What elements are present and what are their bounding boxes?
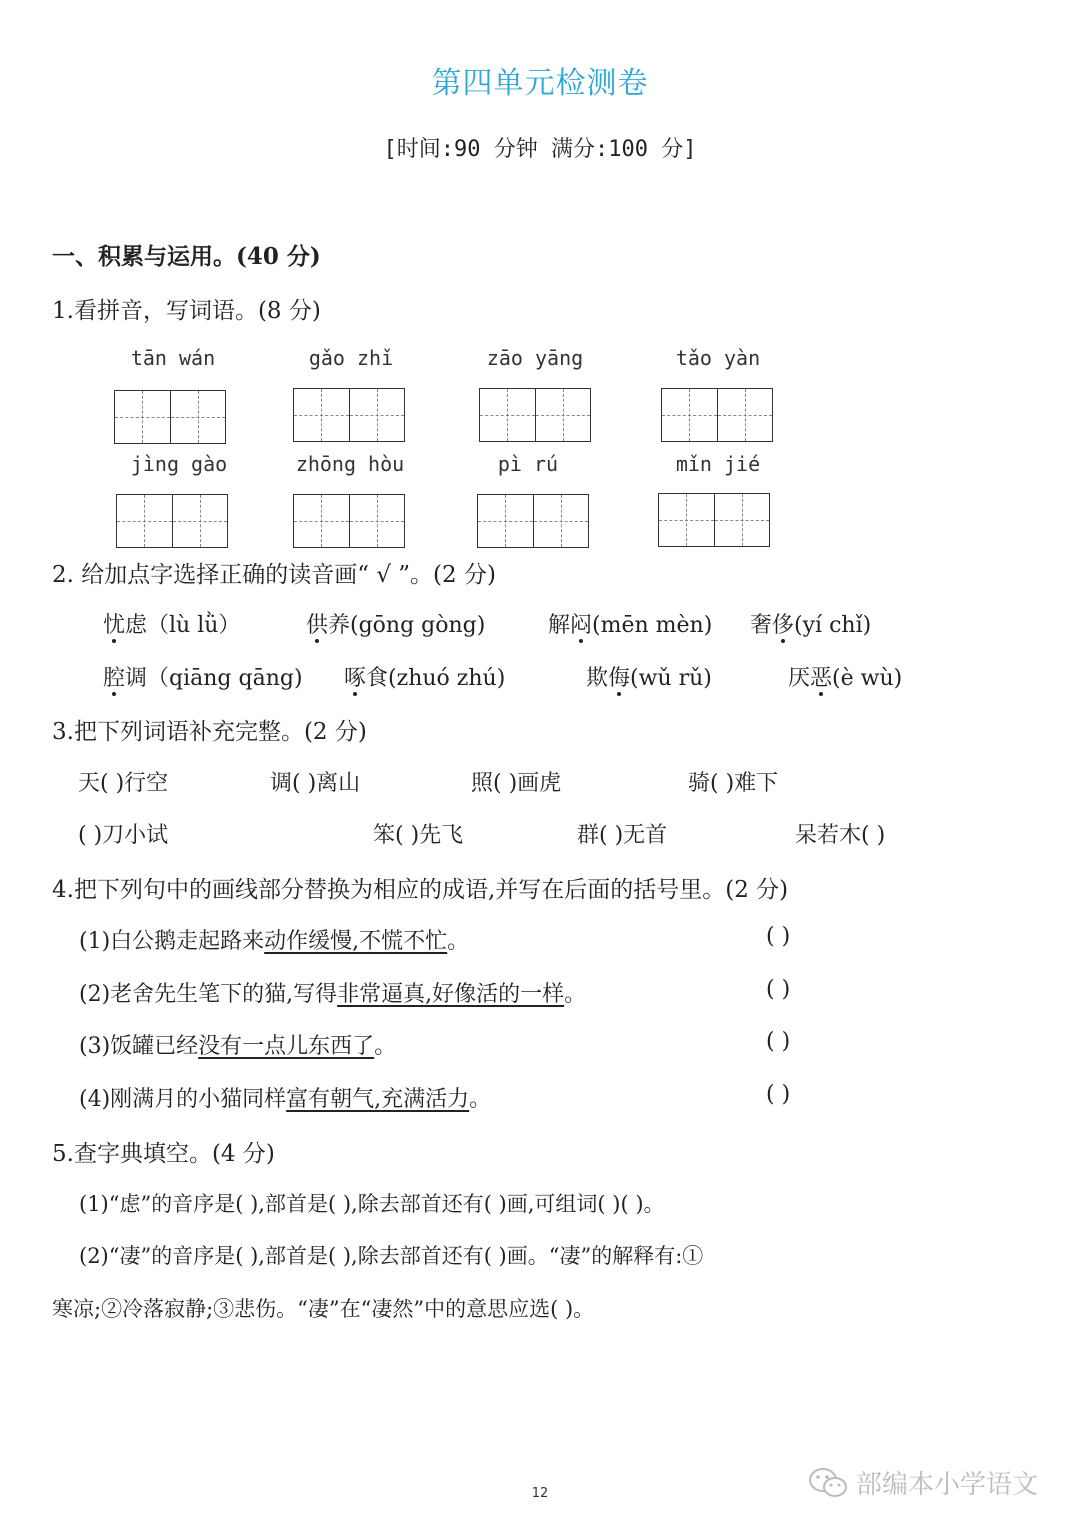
dictionary-line[interactable]: 寒凉;②冷落寂静;③悲伤。“凄”在“凄然”中的意思应选( )。 xyxy=(52,1297,595,1321)
answer-blank[interactable]: ( ) xyxy=(766,977,791,1002)
answer-blank[interactable]: ( ) xyxy=(766,1082,791,1107)
writing-grid[interactable] xyxy=(114,390,226,444)
question-3-label: 3.把下列词语补充完整。(2 分) xyxy=(52,719,367,745)
idiom-blank[interactable]: 天( )行空 xyxy=(78,771,169,796)
pinyin: tān wán xyxy=(130,346,216,370)
idiom-blank[interactable]: 群( )无首 xyxy=(577,823,668,848)
idiom-blank[interactable]: ( )刀小试 xyxy=(78,823,169,848)
watermark xyxy=(808,1464,1038,1501)
pinyin: tǎo yàn xyxy=(675,346,761,370)
pinyin: zhōng hòu xyxy=(295,452,405,476)
writing-grid[interactable] xyxy=(479,388,591,442)
section-heading: 一、积累与运用。(40 分) xyxy=(52,243,321,270)
page-number: 12 xyxy=(531,1486,549,1501)
idiom-blank[interactable]: 呆若木( ) xyxy=(795,823,886,848)
pronunciation-item[interactable]: 忧虑（lù lǜ） xyxy=(103,613,241,638)
pinyin: gǎo zhǐ xyxy=(308,346,394,370)
writing-grid[interactable] xyxy=(293,388,405,442)
idiom-blank[interactable]: 骑( )难下 xyxy=(688,771,779,796)
pronunciation-item[interactable]: 解闷(mēn mèn) xyxy=(548,613,713,638)
pinyin: jìng gào xyxy=(130,452,228,476)
wechat-icon xyxy=(808,1466,848,1500)
dictionary-line[interactable]: (1)“虑”的音序是( ),部首是( ),除去部首还有( )画,可组词( )( )。 xyxy=(79,1192,665,1216)
pronunciation-item[interactable]: 啄食(zhuó zhú) xyxy=(344,666,506,691)
pinyin: zāo yāng xyxy=(486,346,584,370)
writing-grid[interactable] xyxy=(658,493,770,547)
sentence-item: (2)老舍先生笔下的猫,写得非常逼真,好像活的一样。 xyxy=(79,982,587,1007)
writing-grid[interactable] xyxy=(116,494,228,548)
pronunciation-item[interactable]: 奢侈(yí chǐ) xyxy=(750,613,872,638)
pronunciation-item[interactable]: 供养(gōng gòng) xyxy=(306,613,486,638)
pronunciation-item[interactable]: 腔调（qiāng qāng) xyxy=(103,666,303,691)
exam-info: [时间:90 分钟 满分:100 分] xyxy=(383,137,697,162)
pinyin: pì rú xyxy=(497,452,559,476)
page-title: 第四单元检测卷 xyxy=(431,66,649,101)
watermark-text: 部编本小学语文 xyxy=(856,1470,1039,1500)
idiom-blank[interactable]: 调( )离山 xyxy=(270,771,361,796)
sentence-item: (3)饭罐已经没有一点儿东西了。 xyxy=(79,1034,397,1059)
question-4-label: 4.把下列句中的画线部分替换为相应的成语,并写在后面的括号里。(2 分) xyxy=(52,877,789,903)
sentence-item: (4)刚满月的小猫同样富有朝气,充满活力。 xyxy=(79,1087,492,1112)
idiom-blank[interactable]: 照( )画虎 xyxy=(471,771,562,796)
writing-grid[interactable] xyxy=(661,388,773,442)
question-2-label: 2. 给加点字选择正确的读音画“ √ ”。(2 分) xyxy=(52,562,496,588)
writing-grid[interactable] xyxy=(477,494,589,548)
answer-blank[interactable]: ( ) xyxy=(766,924,791,949)
question-1-label: 1.看拼音，写词语。(8 分) xyxy=(52,298,321,324)
answer-blank[interactable]: ( ) xyxy=(766,1029,791,1054)
sentence-item: (1)白公鹅走起路来动作缓慢,不慌不忙。 xyxy=(79,929,470,954)
pronunciation-item[interactable]: 欺侮(wǔ rǔ) xyxy=(586,666,712,691)
pronunciation-item[interactable]: 厌恶(è wù) xyxy=(788,666,903,691)
pinyin: mǐn jié xyxy=(675,452,761,476)
idiom-blank[interactable]: 笨( )先飞 xyxy=(373,823,464,848)
dictionary-line[interactable]: (2)“凄”的音序是( ),部首是( ),除去部首还有( )画。“凄”的解释有:① xyxy=(79,1244,704,1268)
question-5-label: 5.查字典填空。(4 分) xyxy=(52,1141,275,1167)
writing-grid[interactable] xyxy=(293,494,405,548)
